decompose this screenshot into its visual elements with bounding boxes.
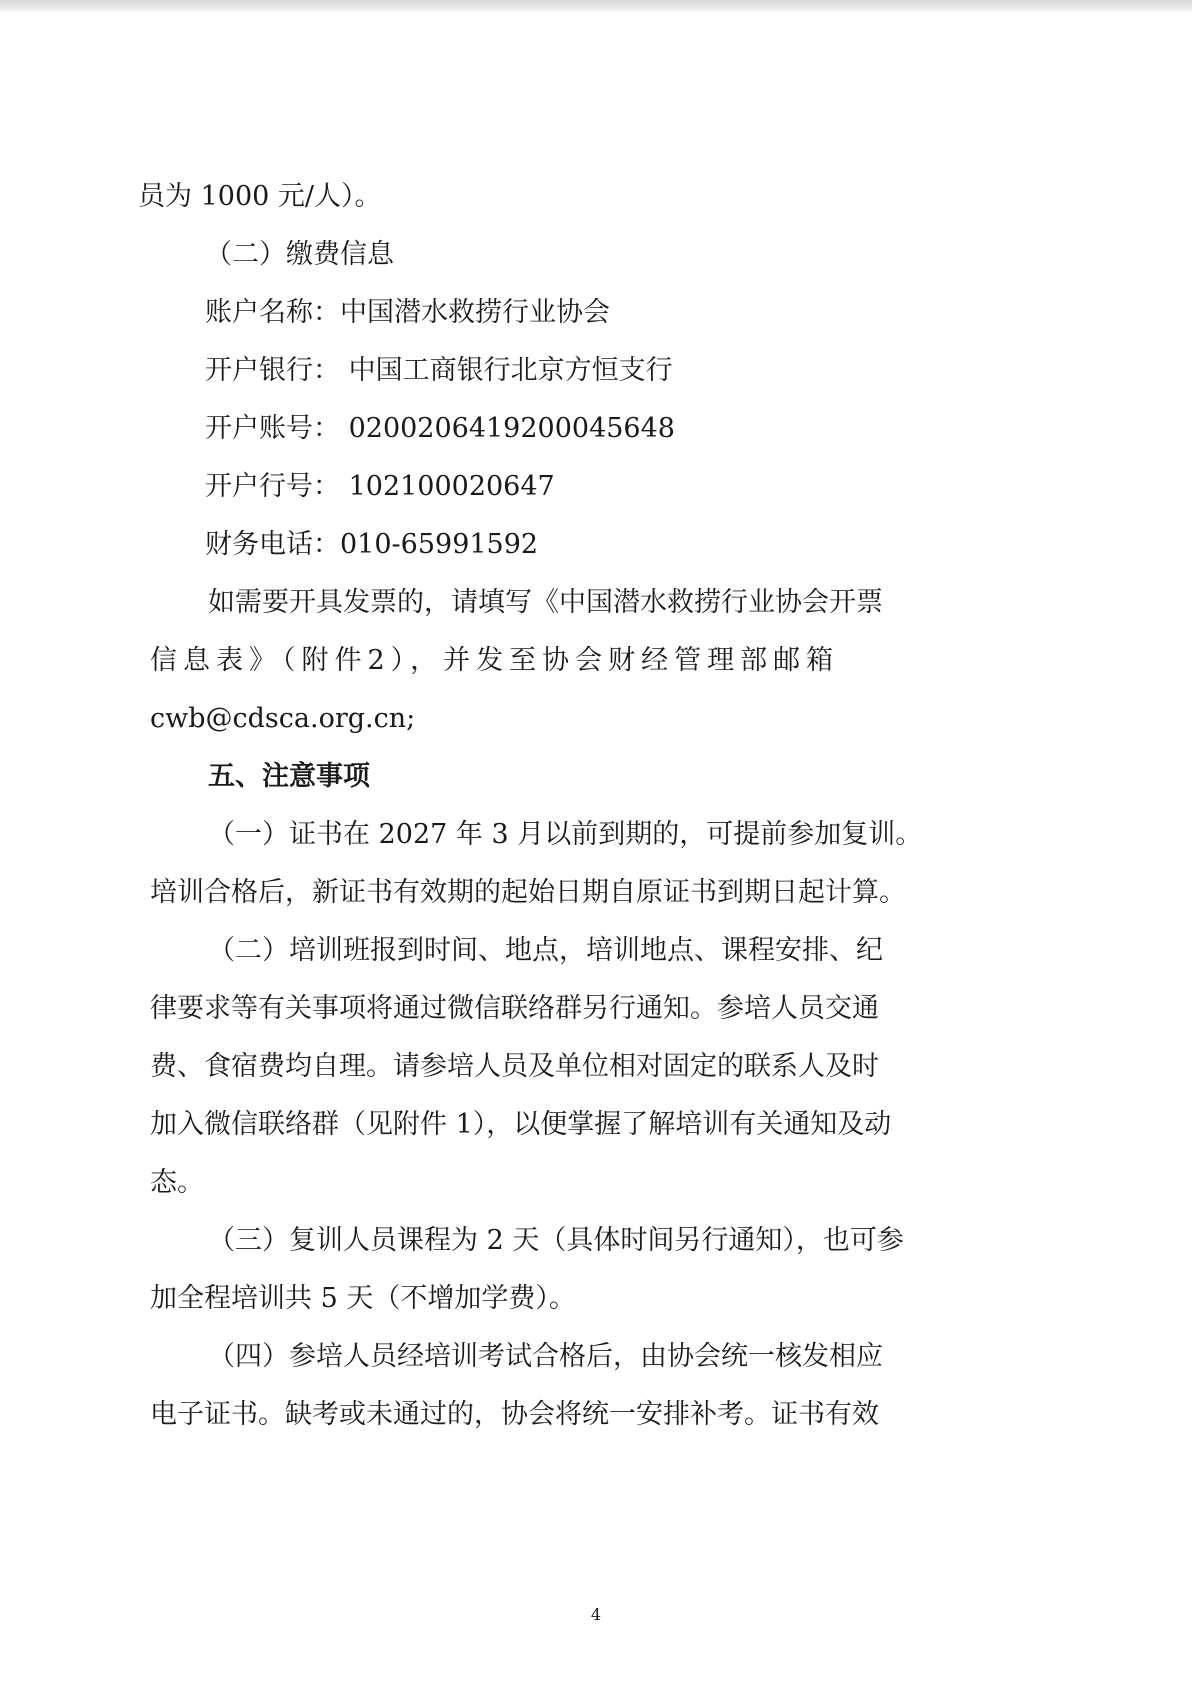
paragraph-line: （一）证书在 2027 年 3 月以前到期的，可提前参加复训。 xyxy=(208,819,923,850)
paragraph-line: 如需要开具发票的，请填写《中国潜水救捞行业协会开票 xyxy=(208,587,883,618)
bank-code-line: 开户行号： 102100020647 xyxy=(205,471,555,502)
paragraph-line: （四）参培人员经培训考试合格后，由协会统一核发相应 xyxy=(208,1341,883,1372)
account-number-line: 开户账号： 0200206419200045648 xyxy=(205,413,675,444)
section-heading: 五、注意事项 xyxy=(208,761,370,792)
page-number: 4 xyxy=(590,1605,602,1624)
paragraph-line: （三）复训人员课程为 2 天（具体时间另行通知），也可参 xyxy=(208,1225,904,1256)
email-line: cwb@cdsca.org.cn; xyxy=(150,703,416,734)
finance-phone-line: 财务电话：010-65991592 xyxy=(205,529,539,560)
paragraph-line: 电子证书。缺考或未通过的，协会将统一安排补考。证书有效 xyxy=(150,1399,879,1430)
section-subheading: （二）缴费信息 xyxy=(205,239,394,270)
paragraph-line: 培训合格后，新证书有效期的起始日期自原证书到期日起计算。 xyxy=(150,877,906,908)
paragraph-line: 加入微信联络群（见附件 1），以便掌握了解培训有关通知及动 xyxy=(150,1109,892,1140)
paragraph-line: 费、食宿费均自理。请参培人员及单位相对固定的联系人及时 xyxy=(150,1051,879,1082)
paragraph-line: 加全程培训共 5 天（不增加学费）。 xyxy=(150,1283,576,1314)
bank-name-line: 开户银行： 中国工商银行北京方恒支行 xyxy=(205,355,673,386)
paragraph-line: 员为 1000 元/人）。 xyxy=(138,181,382,212)
paragraph-line: （二）培训班报到时间、地点，培训地点、课程安排、纪 xyxy=(208,935,883,966)
account-name-line: 账户名称：中国潜水救捞行业协会 xyxy=(205,297,610,328)
paragraph-line: 态。 xyxy=(150,1167,204,1198)
paragraph-line: 律要求等有关事项将通过微信联络群另行通知。参培人员交通 xyxy=(150,993,879,1024)
paragraph-line: 信息表》（附件2），并发至协会财经管理部邮箱 xyxy=(150,645,840,676)
